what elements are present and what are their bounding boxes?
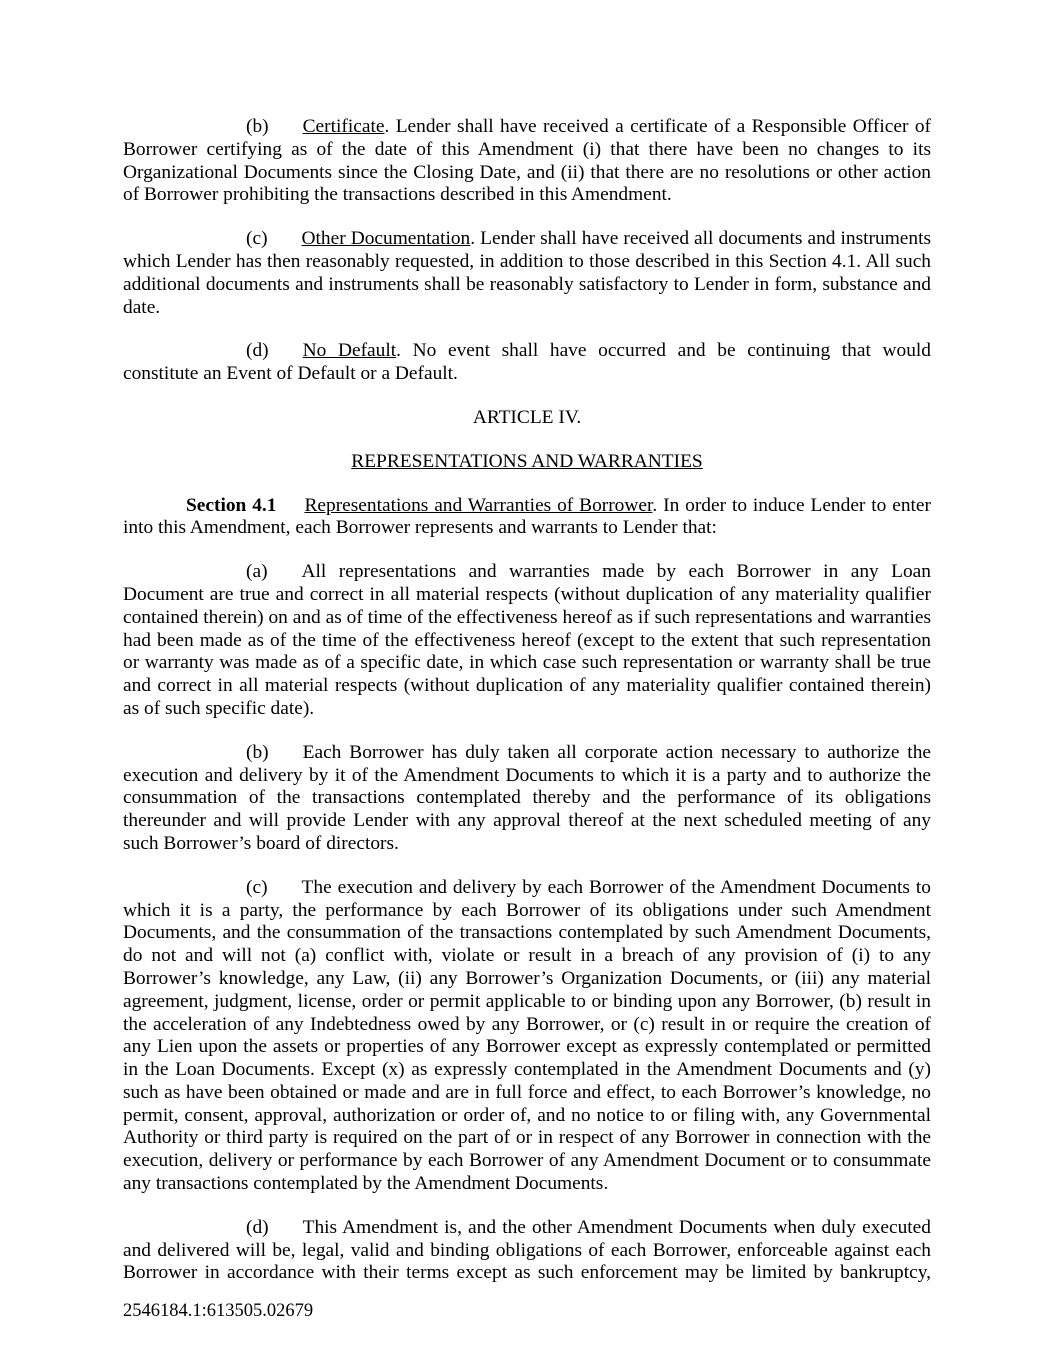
article-title [123,451,931,474]
clause-label: (c) [246,228,268,250]
section-text: . In order to induce Lender to enter into this Amendment, each Borrower represents and warrants to Lender that: [123,494,931,539]
clause-heading: No Default [302,340,397,362]
clause-label: (d) [246,340,269,362]
clause-label: (c) [246,876,268,898]
clause-heading: Other Documentation [301,228,471,250]
clause-text: This Amendment is, and the other Amendment Documents when duly executed and delivered will be, legal, valid and binding obligations of each Borrower, enforceable against each Borrower in accordance with their terms except as such enforcement may be limited by bankruptcy, [123,1216,931,1284]
representation-c [123,877,931,1196]
document-control-number: 2546184.1:613505.02679 [123,1301,314,1321]
clause-d-no-default [123,340,931,386]
section-4-1 [123,495,931,541]
clause-text: The execution and delivery by each Borrower of the Amendment Documents to which it is a party, the performance by each Borrower of its obligations under such Amendment Documents, and the consummation of the transactions contemplated by such Amendment Documents, do not and will not (a) conflict with, violate or result in a breach of any provision of (i) to any Borrower’s knowledge, any Law, (ii) any Borrower’s Organization Documents, or (iii) any material agreement, judgment, license, order or permit applicable to or binding upon any Borrower, (b) result in the acceleration of any Indebtedness owed by any Borrower, or (c) result in or require the creation of any Lien upon the assets or properties of any Borrower except as expressly contemplated or permitted in the Loan Documents. Except (x) as expressly contemplated in the Amendment Documents and (y) such as have been obtained or made and are in full force and effect, to each Borrower’s knowledge, no permit, consent, approval, authorization or order of, and no notice to or filing with, any Governmental Authority or third party is required on the part of or in respect of any Borrower in connection with the execution, delivery or performance by each Borrower of any Amendment Document or to consummate any transactions contemplated by the Amendment Documents. [123,876,931,1195]
clause-b-certificate [123,116,931,207]
clause-label: (b) [246,116,269,137]
article-title-text: REPRESENTATIONS AND WARRANTIES [351,450,703,472]
section-heading: Representations and Warranties of Borrower [304,494,653,516]
article-heading: ARTICLE IV. [472,406,582,428]
section-label: Section 4.1 [186,494,277,516]
clause-text: . No event shall have occurred and be continuing that would constitute an Event of Default or a Default. [123,340,931,385]
document-body [123,116,931,1306]
representation-d [123,1217,931,1285]
clause-heading: Certificate [302,116,385,137]
clause-text: . Lender shall have received a certificate of a Responsible Officer of Borrower certifying as of the date of this Amendment (i) that there have been no changes to its Organizational Documents since the Closing Date, and (ii) that there are no resolutions or other action of Borrower prohibiting the transactions described in this Amendment. [123,116,931,206]
representation-b [123,742,931,856]
clause-text: All representations and warranties made by each Borrower in any Loan Document are true and correct in all material respects (without duplication of any materiality qualifier contained therein) on and as of time of the effectiveness hereof as if such representations and warranties had been made as of the time of the effectiveness hereof (except to the extent that such representation or warranty was made as of a specific date, in which case such representation or warranty shall be true and correct in all material respects (without duplication of any materiality qualifier contained therein) as of such specific date). [123,561,931,719]
clause-label: (d) [246,1216,269,1238]
clause-label: (b) [246,741,269,763]
representation-a [123,561,931,721]
clause-text: Each Borrower has duly taken all corporate action necessary to authorize the execution and delivery by it of the Amendment Documents to which it is a party and to authorize the consummation of the transactions contemplated thereby and the performance of its obligations thereunder and will provide Lender with any approval thereof at the next scheduled meeting of any such Borrower’s board of directors. [123,741,931,854]
clause-c-other-documentation [123,228,931,319]
clause-label: (a) [246,561,268,583]
clause-text: . Lender shall have received all documents and instruments which Lender has then reasonably requested, in addition to those described in this Section 4.1. All such additional documents and instruments shall be reasonably satisfactory to Lender in form, substance and date. [123,228,932,318]
